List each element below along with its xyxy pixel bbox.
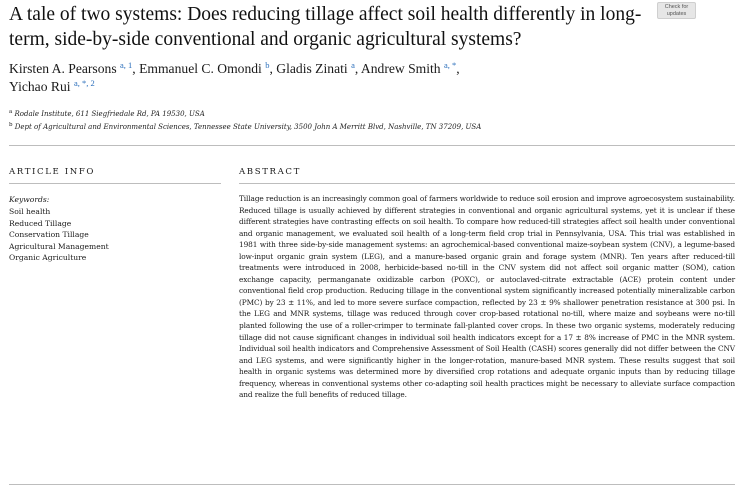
header-divider xyxy=(9,145,735,146)
check-for-updates-badge[interactable] xyxy=(657,2,696,19)
author-affiliation-sup[interactable]: a, * xyxy=(443,60,457,70)
footer-divider xyxy=(9,484,735,485)
keywords-list xyxy=(9,206,109,264)
keyword: Agricultural Management xyxy=(9,241,109,251)
article-title: A tale of two systems: Does reducing tillage affect soil health differently in long-term, side-by-side conventional and organic agricultural systems? xyxy=(9,4,642,50)
author-name[interactable]: Kirsten A. Pearsons xyxy=(9,61,117,76)
author-affiliation-sup[interactable]: a xyxy=(351,60,355,70)
article-info-divider xyxy=(9,183,221,184)
author-affiliation-sup[interactable]: a, 1 xyxy=(120,60,133,70)
article-info-heading: ARTICLE INFO xyxy=(9,167,96,177)
badge-line1: Check for xyxy=(664,4,689,10)
keywords-label: Keywords: xyxy=(9,195,50,204)
abstract-heading: ABSTRACT xyxy=(239,167,301,177)
author-name[interactable]: Andrew Smith xyxy=(360,61,441,76)
affiliations xyxy=(9,108,739,134)
keyword: Reduced Tillage xyxy=(9,218,72,228)
affiliation-a: $^a$ Rodale Institute, 611 Siegfriedale Rd, PA 19530, USA xyxy=(9,109,205,118)
keyword: Soil health xyxy=(9,207,51,216)
badge-line2: updates xyxy=(666,10,687,17)
abstract-text: Tillage reduction is an increasingly common goal of farmers worldwide to reduce soil erosion and improve agroecosystem sustainability. Reduced tillage is usually achieved by different strategies in conventional and organic agricultural systems, yet it is unclear if these different strategies have contrasting effects on soil health. To compare how reduced-till strategies affect soil health under conventional and organic management, we evaluated soil health of a long-term field crop trial in Pennsylvania, USA. This trial was established in 1981 with three side-by-side management systems: an agrochemical-based conventional maize-soybean system (CNV), a legume-based low-input organic grain system (LEG), and a manure-based organic grain and forage system (MNR). Ten years after reduced-till treatments were introduced in 2008, herbicide-based no-till in the CNV system did not affect soil organic matter (SOM), cation exchange capacity, permanganate oxidizable carbon (POXC), or autoclaved-citrate extractable (ACE) protein content under conventional field crop production. Reducing tillage in the conventional system significantly increased potentially mineralizable carbon (PMC) by 23 ± 11%, and led to more severe surface compaction, reflected by 23 ± 9% shallower penetration resistance at 300 psi. In the LEG and MNR systems, tillage was reduced through cover crop-based rotational no-till, where maize and soybeans were no-till planted following the use of a roller-crimper to terminate fall-planted cover crops. In these two organic systems, moderately reducing tillage did not cause significant changes in individual soil health indicators except for a 17 ± 8% increase of PMC in the MNR system. Individual soil health indicators and Comprehensive Assessment of Soil Health (CASH) scores generally did not differ between the CNV and LEG systems, and were significantly higher in the longer-rotation, manure-based MNR system. These results suggest that soil health in organic systems was determined more by diversified crop rotations and adequate organic inputs than by reducing tillage frequency, whereas in conventional systems other co-adapting soil health practices might be necessary to alleviate surface compaction and realize the full benefits of reduced tillage. xyxy=(239,194,735,400)
author-list: Kirsten A. Pearsons $^{a, 1}$, Emmanuel C. Omondi $^b$, Gladis Zinati $^a$, Andrew Smith $^{a, *}$, Yichao Rui $^{a, *, 2}$ xyxy=(9,60,460,94)
abstract-divider xyxy=(239,183,735,184)
author-name[interactable]: Gladis Zinati xyxy=(276,61,348,76)
keyword: Organic Agriculture xyxy=(9,253,87,263)
author-name[interactable]: Yichao Rui xyxy=(9,79,71,94)
author-name[interactable]: Emmanuel C. Omondi xyxy=(139,61,262,76)
author-affiliation-sup[interactable]: b xyxy=(265,60,270,70)
keyword: Conservation Tillage xyxy=(9,230,89,240)
author-affiliation-sup[interactable]: a, *, 2 xyxy=(73,78,95,88)
affiliation-b: $^b$ Dept of Agricultural and Environmental Sciences, Tennessee State University, 3500 John A Merritt Blvd, Nashville, TN 37209, USA xyxy=(9,122,482,131)
